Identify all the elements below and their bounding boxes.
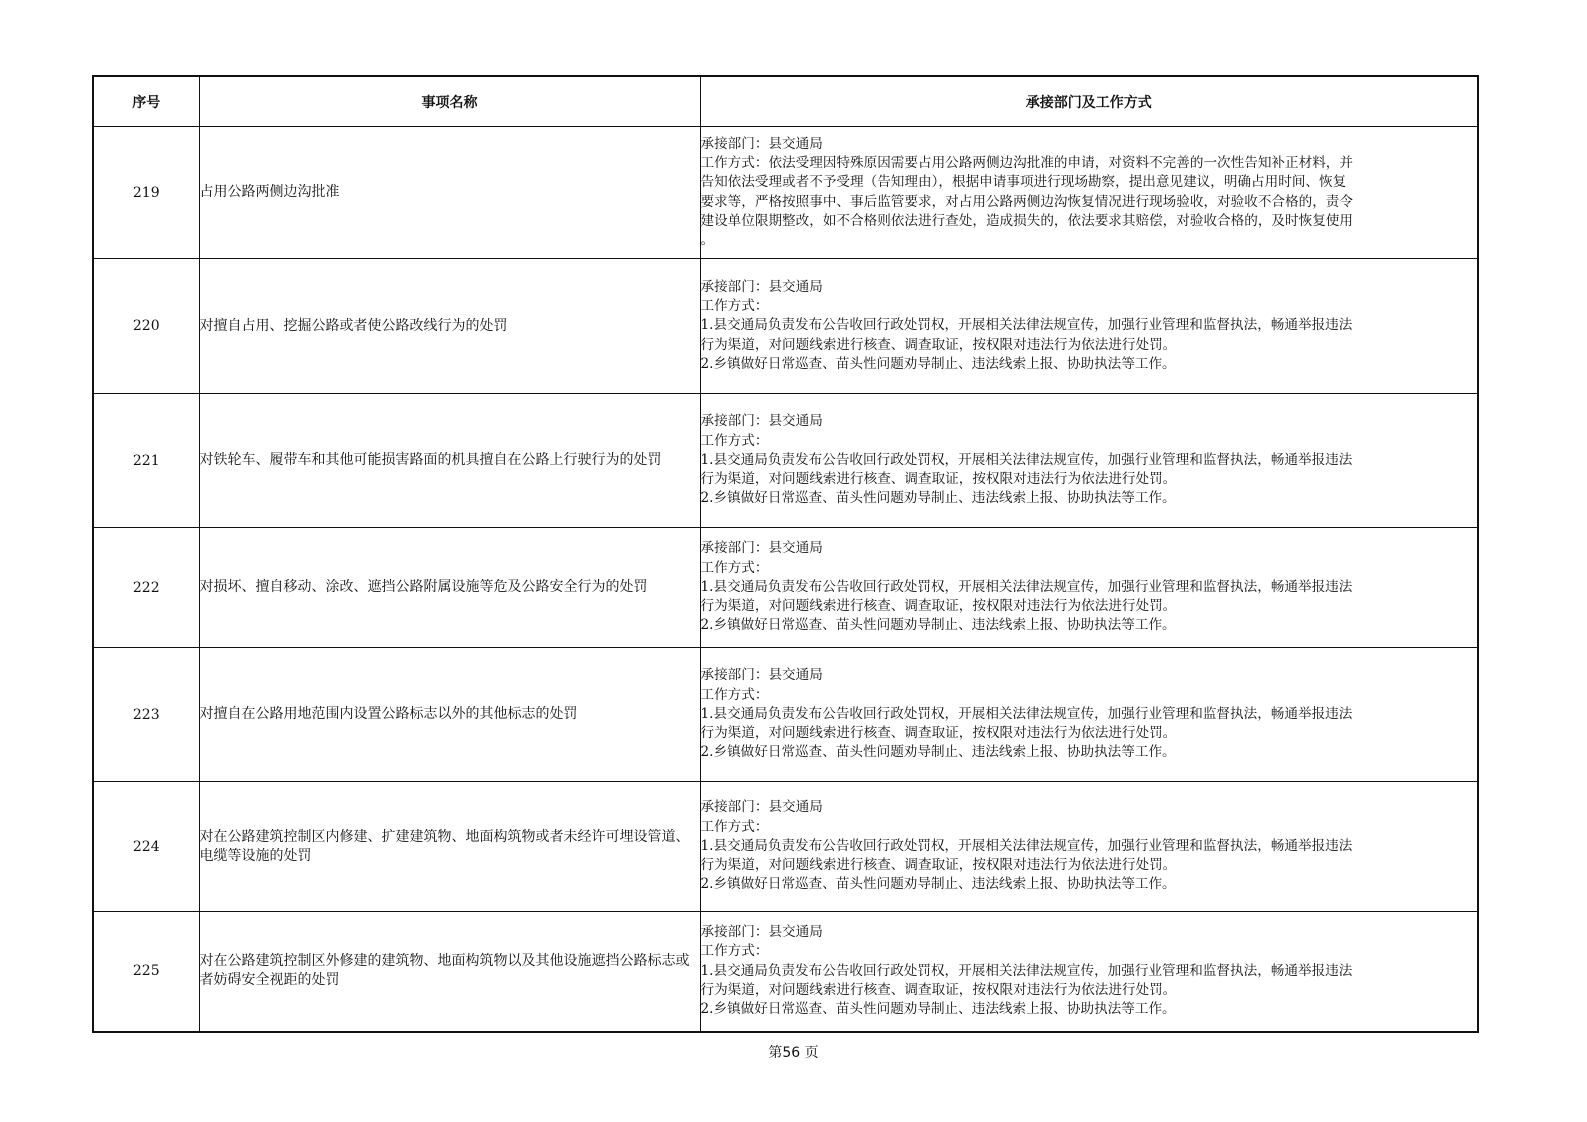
method-line: 2.乡镇做好日常巡查、苗头性问题劝导制止、违法线索上报、协助执法等工作。: [700, 1001, 1176, 1018]
method-line: 行为渠道，对问题线索进行核查、调查取证，按权限对违法行为依法进行处罚。: [700, 336, 1177, 353]
table-row: [93, 912, 1478, 1032]
method-line: 工作方式：: [700, 943, 769, 960]
method-line: 工作方式：依法受理因特殊原因需要占用公路两侧边沟批准的申请，对资料不完善的一次性告知补正材料，并: [700, 155, 1353, 172]
method-line: 工作方式：: [700, 298, 769, 315]
method-line: 1.县交通局负责发布公告收回行政处罚权，开展相关法律法规宣传，加强行业管理和监督执法，畅通举报违法: [700, 317, 1353, 334]
page-number: 第56 页: [768, 1045, 819, 1061]
row-name: 对擅自在公路用地范围内设置公路标志以外的其他标志的处罚: [199, 648, 700, 782]
method-line: 行为渠道，对问题线索进行核查、调查取证，按权限对违法行为依法进行处罚。: [700, 857, 1177, 874]
row-name: 占用公路两侧边沟批准: [199, 127, 700, 259]
row-num: 222: [93, 528, 199, 648]
items-table: [92, 75, 1479, 1033]
row-num: 221: [93, 394, 199, 528]
table-row: [93, 394, 1478, 528]
row-method: [700, 394, 1478, 528]
method-line: 工作方式：: [700, 559, 769, 576]
document-table-wrap: [92, 75, 1477, 1033]
table-body: [93, 127, 1478, 1032]
row-num: 224: [93, 782, 199, 912]
row-num: 220: [93, 259, 199, 394]
method-line: 承接部门：县交通局: [700, 667, 823, 684]
header-name: 事项名称: [199, 76, 700, 127]
method-line: 告知依法受理或者不予受理（告知理由），根据申请事项进行现场勘察，提出意见建议，明确占用时间、恢复: [700, 174, 1347, 191]
method-line: 行为渠道，对问题线索进行核查、调查取证，按权限对违法行为依法进行处罚。: [700, 725, 1177, 742]
table-row: [93, 648, 1478, 782]
row-num: 219: [93, 127, 199, 259]
row-name: 对在公路建筑控制区内修建、扩建建筑物、地面构筑物或者未经许可埋设管道、电缆等设施的处罚: [199, 782, 700, 912]
method-line: 建设单位限期整改，如不合格则依法进行查处，造成损失的，依法要求其赔偿，对验收合格的，及时恢复使用: [700, 212, 1353, 229]
method-line: 承接部门：县交通局: [700, 135, 823, 152]
method-line: 承接部门：县交通局: [700, 413, 823, 430]
row-method: [700, 782, 1478, 912]
table-row: [93, 782, 1478, 912]
row-name: 对在公路建筑控制区外修建的建筑物、地面构筑物以及其他设施遮挡公路标志或者妨碍安全视距的处罚: [199, 912, 700, 1032]
method-line: 工作方式：: [700, 818, 769, 835]
row-num: 223: [93, 648, 199, 782]
method-line: 1.县交通局负责发布公告收回行政处罚权，开展相关法律法规宣传，加强行业管理和监督执法，畅通举报违法: [700, 451, 1353, 468]
row-name: 对铁轮车、履带车和其他可能损害路面的机具擅自在公路上行驶行为的处罚: [199, 394, 700, 528]
row-method: [700, 648, 1478, 782]
table-row: [93, 259, 1478, 394]
table-header-row: [93, 76, 1478, 127]
method-line: 1.县交通局负责发布公告收回行政处罚权，开展相关法律法规宣传，加强行业管理和监督执法，畅通举报违法: [700, 837, 1353, 854]
method-line: 工作方式：: [700, 686, 769, 703]
method-line: 1.县交通局负责发布公告收回行政处罚权，开展相关法律法规宣传，加强行业管理和监督执法，畅通举报违法: [700, 705, 1353, 722]
row-method: [700, 127, 1478, 259]
method-line: 2.乡镇做好日常巡查、苗头性问题劝导制止、违法线索上报、协助执法等工作。: [700, 490, 1176, 507]
method-line: 行为渠道，对问题线索进行核查、调查取证，按权限对违法行为依法进行处罚。: [700, 471, 1177, 488]
row-method: [700, 912, 1478, 1032]
row-method: [700, 528, 1478, 648]
method-line: 行为渠道，对问题线索进行核查、调查取证，按权限对违法行为依法进行处罚。: [700, 598, 1177, 615]
method-line: 。: [700, 231, 715, 248]
row-method: [700, 259, 1478, 394]
method-line: 行为渠道，对问题线索进行核查、调查取证，按权限对违法行为依法进行处罚。: [700, 981, 1177, 998]
method-line: 2.乡镇做好日常巡查、苗头性问题劝导制止、违法线索上报、协助执法等工作。: [700, 876, 1176, 893]
method-line: 1.县交通局负责发布公告收回行政处罚权，开展相关法律法规宣传，加强行业管理和监督执法，畅通举报违法: [700, 962, 1353, 979]
method-line: 1.县交通局负责发布公告收回行政处罚权，开展相关法律法规宣传，加强行业管理和监督执法，畅通举报违法: [700, 578, 1353, 595]
method-line: 2.乡镇做好日常巡查、苗头性问题劝导制止、违法线索上报、协助执法等工作。: [700, 744, 1176, 761]
row-name: 对损坏、擅自移动、涂改、遮挡公路附属设施等危及公路安全行为的处罚: [199, 528, 700, 648]
method-line: 要求等，严格按照事中、事后监管要求，对占用公路两侧边沟恢复情况进行现场验收，对验收不合格的，责令: [700, 193, 1353, 210]
header-method: 承接部门及工作方式: [700, 76, 1478, 127]
method-line: 承接部门：县交通局: [700, 799, 823, 816]
table-row: [93, 127, 1478, 259]
row-num: 225: [93, 912, 199, 1032]
method-line: 2.乡镇做好日常巡查、苗头性问题劝导制止、违法线索上报、协助执法等工作。: [700, 617, 1176, 634]
header-num: 序号: [93, 76, 199, 127]
method-line: 承接部门：县交通局: [700, 924, 823, 941]
table-row: [93, 528, 1478, 648]
method-line: 工作方式：: [700, 432, 769, 449]
method-line: 2.乡镇做好日常巡查、苗头性问题劝导制止、违法线索上报、协助执法等工作。: [700, 355, 1176, 372]
method-line: 承接部门：县交通局: [700, 278, 823, 295]
row-name: 对擅自占用、挖掘公路或者使公路改线行为的处罚: [199, 259, 700, 394]
method-line: 承接部门：县交通局: [700, 540, 823, 557]
